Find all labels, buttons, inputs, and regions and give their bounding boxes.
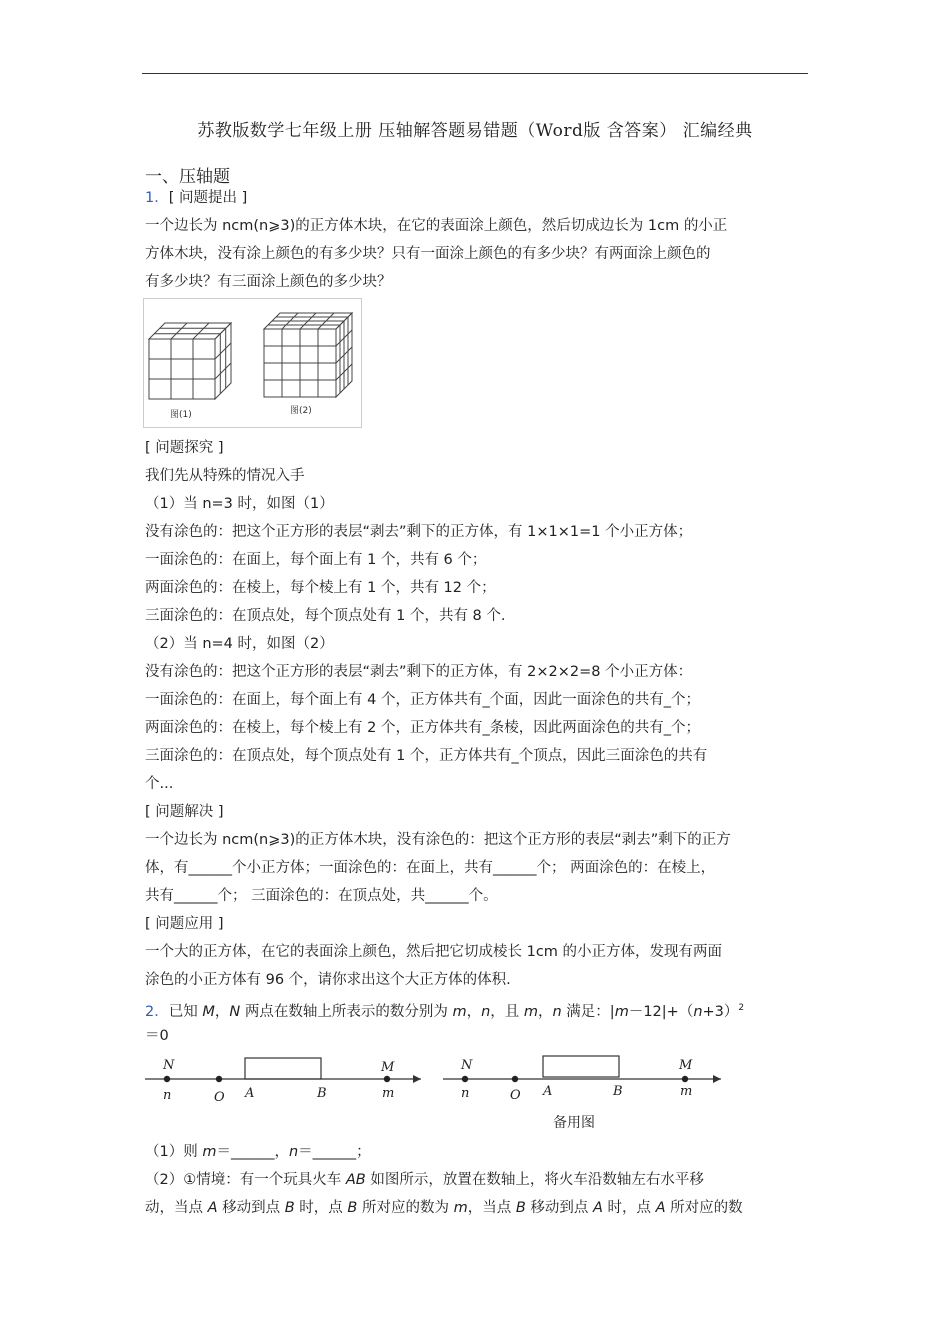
arrow-icon — [713, 1075, 721, 1083]
text: ，且 — [490, 1004, 524, 1020]
text: －12|+（ — [628, 1004, 694, 1020]
train-AB — [245, 1058, 321, 1079]
var-A: A — [207, 1200, 218, 1216]
label-M: M — [381, 1060, 395, 1075]
q1-line: 涂色的小正方体有 96 个，请你求出这个大正方体的体积. — [145, 972, 511, 988]
text: ， — [466, 1004, 482, 1020]
cube-4x4 — [264, 313, 352, 397]
q1-line: 体，有______个小正方体；一面涂色的：在面上，共有______个； 两面涂色的：在棱上， — [145, 860, 716, 876]
cube-figure-svg — [144, 299, 361, 427]
document-title: 苏教版数学七年级上册 压轴解答题易错题（Word版 含答案） 汇编经典 — [197, 121, 753, 141]
q1-line: 三面涂色的：在顶点处，每个顶点处有 1 个，正方体共有_个顶点，因此三面涂色的共有 — [145, 748, 708, 764]
train-AB — [543, 1056, 619, 1077]
spare-figure-label: 备用图 — [553, 1115, 595, 1131]
var-A: A — [593, 1200, 603, 1216]
q2-stem-line — [145, 994, 810, 1022]
q1-line: [ 问题解决 ] — [145, 804, 224, 820]
label-n: n — [461, 1086, 470, 1101]
var-B: B — [515, 1200, 526, 1216]
var-m: m — [614, 1004, 629, 1020]
q1-line: （2）当 n=4 时，如图（2） — [145, 636, 334, 652]
var-N: N — [229, 1004, 241, 1020]
q1-line: 两面涂色的：在棱上，每个棱上有 2 个，正方体共有_条棱，因此两面涂色的共有_个； — [145, 720, 700, 736]
number-line-spare — [443, 1056, 721, 1131]
var-n: n — [693, 1004, 703, 1020]
text: 所对应的数为 — [357, 1200, 454, 1216]
label-B: B — [317, 1086, 327, 1101]
q1-text-line: 有多少块？有三面涂上颜色的多少块？ — [145, 274, 392, 290]
q1-body — [145, 434, 810, 1050]
q1-line: [ 问题应用 ] — [145, 916, 224, 932]
q1-line: 一面涂色的：在面上，每个面上有 1 个，共有 6 个； — [145, 552, 487, 568]
text: 满足：| — [561, 1004, 615, 1020]
text: 时，点 — [294, 1200, 348, 1216]
var-n: n — [552, 1004, 562, 1020]
q1-text-line: 方体木块，没有涂上颜色的有多少块？只有一面涂上颜色的有多少块？有两面涂上颜色的 — [145, 246, 711, 262]
q1-head: [ 问题提出 ] — [168, 190, 248, 206]
number-line-svg — [143, 1053, 726, 1135]
var-m: m — [202, 1144, 217, 1160]
number-line-figure — [143, 1053, 726, 1135]
text: 动，当点 — [145, 1200, 208, 1216]
q2-stem-line: ＝0 — [145, 1028, 169, 1044]
text: （1）则 — [145, 1144, 203, 1160]
section-heading: 一、压轴题 — [145, 167, 230, 187]
q1-head-line — [145, 184, 810, 212]
var-m: m — [523, 1004, 538, 1020]
q2-part2-line — [145, 1194, 810, 1222]
label-N: N — [461, 1058, 473, 1073]
text: 移动到点 — [525, 1200, 593, 1216]
q1-line: [ 问题探究 ] — [145, 440, 224, 456]
label-O: O — [510, 1088, 521, 1103]
q2-part2-line — [145, 1166, 810, 1194]
label-m: m — [680, 1084, 693, 1099]
text: 移动到点 — [217, 1200, 285, 1216]
text: ， — [538, 1004, 553, 1020]
q1-line: 我们先从特殊的情况入手 — [145, 468, 305, 484]
label-M: M — [679, 1058, 693, 1073]
exponent: 2 — [738, 1003, 745, 1013]
var-n: n — [481, 1004, 491, 1020]
cube-figure — [143, 298, 362, 428]
label-m: m — [382, 1086, 395, 1101]
q1-line: 一面涂色的：在面上，每个面上有 4 个，正方体共有_个面，因此一面涂色的共有_个； — [145, 692, 700, 708]
text: 所对应的数 — [665, 1200, 743, 1216]
text: （2）①情境：有一个玩具火车 — [145, 1172, 346, 1188]
q1-intro — [145, 184, 810, 296]
label-B: B — [613, 1084, 623, 1099]
figure-2-label: 图(2) — [290, 406, 312, 416]
var-B: B — [284, 1200, 295, 1216]
q1-line: 个... — [145, 776, 174, 792]
label-A: A — [543, 1084, 553, 1099]
text: 已知 — [168, 1004, 203, 1020]
var-AB: AB — [345, 1172, 366, 1188]
q1-line: 一个边长为 ncm(n⩾3)的正方体木块，没有涂色的：把这个正方形的表层“剥去”剩下的正方 — [145, 832, 731, 848]
label-n: n — [163, 1088, 172, 1103]
cube-3x3 — [149, 323, 231, 399]
text: ，当点 — [467, 1200, 516, 1216]
text: 时，点 — [602, 1200, 656, 1216]
arrow-icon — [413, 1075, 421, 1083]
q1-line: 一个大的正方体，在它的表面涂上颜色，然后把它切成棱长 1cm 的小正方体，发现有两面 — [145, 944, 723, 960]
q1-text-line: 一个边长为 ncm(n⩾3)的正方体木块，在它的表面涂上颜色，然后切成边长为 1cm 的小正 — [145, 218, 728, 234]
var-n: n — [288, 1144, 299, 1160]
text: 两点在数轴上所表示的数分别为 — [240, 1004, 453, 1020]
q1-line: 共有______个； 三面涂色的：在顶点处，共______个。 — [145, 888, 498, 904]
text: ， — [214, 1004, 230, 1020]
var-B: B — [347, 1200, 358, 1216]
var-M: M — [202, 1004, 215, 1020]
label-A: A — [245, 1086, 255, 1101]
text: ＝______， — [216, 1144, 289, 1160]
label-N: N — [163, 1058, 175, 1073]
q2-parts — [145, 1138, 810, 1222]
q1-line: 没有涂色的：把这个正方形的表层“剥去”剩下的正方体，有 2×2×2=8 个小正方体： — [145, 664, 693, 680]
var-A: A — [655, 1200, 666, 1216]
q1-line: （1）当 n=3 时，如图（1） — [145, 496, 334, 512]
text: ＝______； — [298, 1144, 371, 1160]
text: +3） — [702, 1004, 739, 1020]
figure-1-label: 图(1) — [170, 410, 192, 420]
var-m: m — [453, 1200, 468, 1216]
q1-line: 三面涂色的：在顶点处，每个顶点处有 1 个，共有 8 个. — [145, 608, 506, 624]
var-m: m — [452, 1004, 467, 1020]
text: 如图所示，放置在数轴上，将火车沿数轴左右水平移 — [365, 1172, 704, 1188]
q2-number: 2． — [145, 1004, 169, 1020]
q1-line: 两面涂色的：在棱上，每个棱上有 1 个，共有 12 个； — [145, 580, 496, 596]
q2-part1-line — [145, 1138, 810, 1166]
label-O: O — [214, 1090, 225, 1105]
header-rule — [142, 73, 808, 74]
q1-number: 1． — [145, 190, 169, 206]
number-line-main — [145, 1058, 421, 1105]
q1-line: 没有涂色的：把这个正方形的表层“剥去”剩下的正方体，有 1×1×1=1 个小正方体； — [145, 524, 693, 540]
